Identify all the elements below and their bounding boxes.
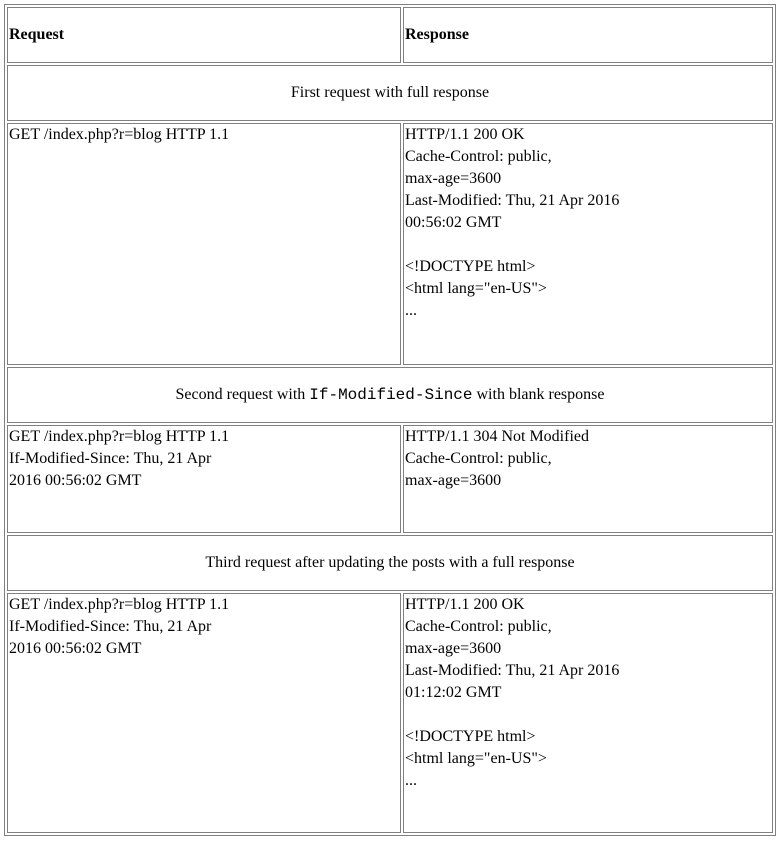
- response-column-header: Response: [403, 7, 773, 63]
- third-request-code: GET /index.php?r=blog HTTP 1.1 If-Modified-Since: Thu, 21 Apr 2016 00:56:02 GMT: [7, 593, 401, 833]
- http-caching-table: [4, 4, 776, 836]
- section-title-second: [7, 367, 773, 423]
- first-response-code: HTTP/1.1 200 OK Cache-Control: public, max-age=3600 Last-Modified: Thu, 21 Apr 2016 00:56:02 GMT <!DOCTYPE html> <html lang="en-US"> ...: [403, 123, 773, 365]
- second-request-code: GET /index.php?r=blog HTTP 1.1 If-Modified-Since: Thu, 21 Apr 2016 00:56:02 GMT: [7, 425, 401, 533]
- section-row: [7, 367, 773, 423]
- section-title-second-before: Second request with: [175, 386, 306, 403]
- second-response-code: HTTP/1.1 304 Not Modified Cache-Control: public, max-age=3600: [403, 425, 773, 533]
- section-title-second-after: with blank response: [476, 386, 605, 403]
- section-row: [7, 65, 773, 121]
- request-column-header: Request: [7, 7, 401, 63]
- section-row: [7, 535, 773, 591]
- first-request-code: GET /index.php?r=blog HTTP 1.1: [7, 123, 401, 365]
- exchange-row: [7, 425, 773, 533]
- exchange-row: [7, 593, 773, 833]
- header-row: [7, 7, 773, 63]
- section-title-first: First request with full response: [7, 65, 773, 121]
- exchange-row: [7, 123, 773, 365]
- third-response-code: HTTP/1.1 200 OK Cache-Control: public, max-age=3600 Last-Modified: Thu, 21 Apr 2016 01:12:02 GMT <!DOCTYPE html> <html lang="en-US"> ...: [403, 593, 773, 833]
- section-title-third: Third request after updating the posts with a full response: [7, 535, 773, 591]
- section-title-second-code: If-Modified-Since: [309, 386, 473, 404]
